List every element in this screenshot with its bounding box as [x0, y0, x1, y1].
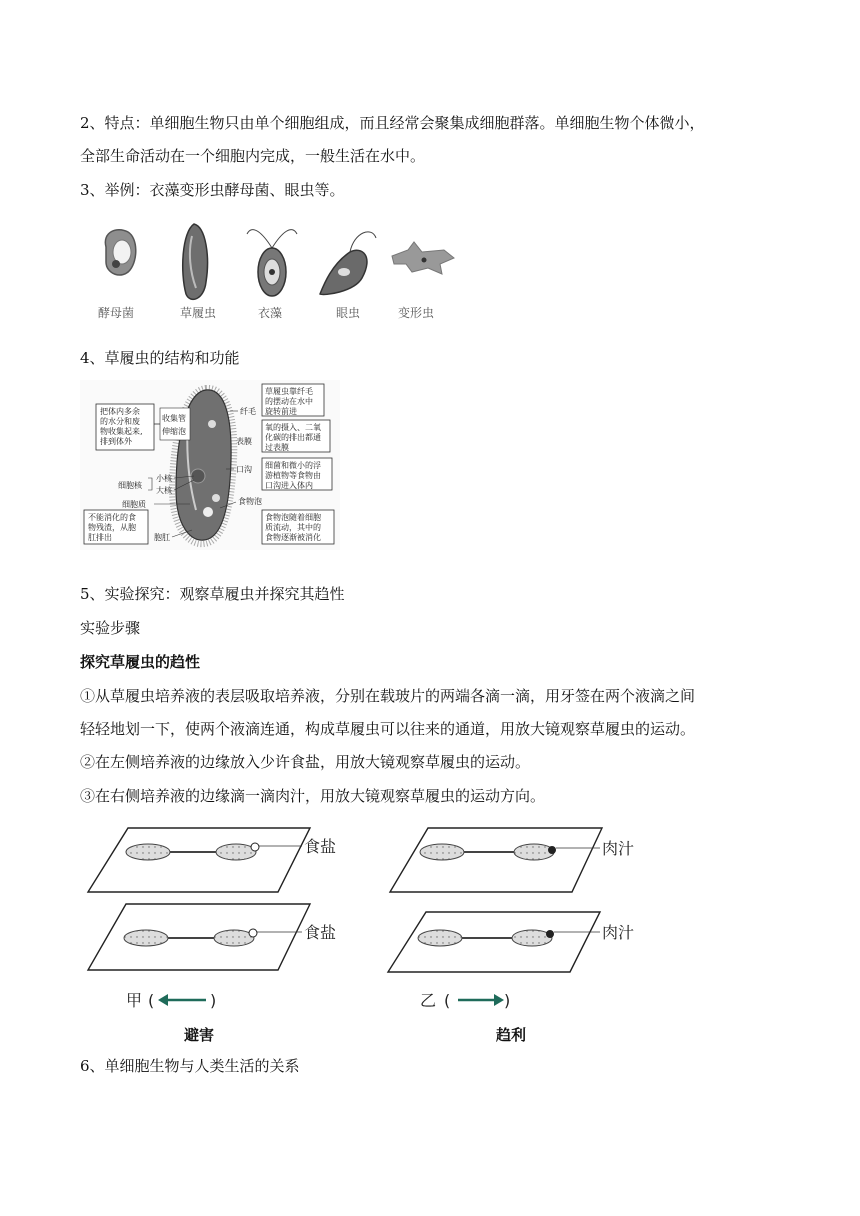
yeast-illustration	[105, 230, 135, 275]
step2: ②在左侧培养液的边缘放入少许食盐，用放大镜观察草履虫的运动。	[80, 753, 531, 771]
anal-pore-note-line1: 不能消化的食	[88, 513, 136, 522]
excretion-note-line2: 的水分和废	[100, 417, 140, 426]
contractile-vacuole-label: 伸缩泡	[162, 427, 186, 436]
seek-label: 趋利	[496, 1026, 527, 1044]
cilia-note-line1: 草履虫靠纤毛	[265, 387, 313, 396]
oral-groove-note-line3: 口沟进入体内	[265, 481, 313, 490]
oral-groove-label: 口沟	[236, 465, 252, 474]
food-vacuole-note-line3: 食物逐渐被消化	[265, 533, 321, 542]
paragraph-features-line2: 全部生命活动在一个细胞内完成，一般生活在水中。	[80, 147, 426, 165]
paragraph-structure: 4、草履虫的结构和功能	[80, 349, 240, 367]
collecting-tube-label: 收集管	[162, 414, 186, 423]
paragraph-examples: 3、举例：衣藻变形虫酵母菌、眼虫等。	[80, 181, 345, 199]
cilia-note-line2: 的摆动在水中	[265, 397, 313, 406]
slide-broth-top	[390, 828, 602, 892]
paragraph-experiment: 5、实验探究：观察草履虫并探究其趋性	[80, 585, 345, 603]
yi-label: 乙	[420, 991, 437, 1010]
jia-paren-close: )	[210, 991, 217, 1010]
paramecium-label: 草履虫	[180, 306, 217, 320]
chlamydomonas-label: 衣藻	[258, 306, 283, 320]
amoeba-label: 变形虫	[398, 306, 435, 320]
euglena-label: 眼虫	[336, 306, 361, 320]
excretion-note-line4: 排到体外	[100, 437, 132, 446]
salt-label-top: 食盐	[304, 837, 337, 856]
yi-paren-open: (	[444, 991, 451, 1010]
euglena-illustration	[320, 232, 376, 295]
food-vacuole-label: 食物泡	[238, 497, 262, 506]
pellicle-note-line1: 氧的摄入、二氧	[265, 423, 321, 432]
yi-paren-close: )	[504, 991, 511, 1010]
salt-label-bottom: 食盐	[304, 923, 337, 942]
paramecium-structure-diagram	[80, 380, 340, 550]
nucleus-label: 细胞核	[118, 481, 142, 490]
excretion-note-line3: 物收集起来,	[100, 427, 143, 436]
yeast-label: 酵母菌	[98, 306, 135, 320]
slide-salt-bottom	[88, 904, 310, 970]
experiment-figure	[80, 820, 660, 1050]
avoid-label: 避害	[184, 1026, 215, 1044]
jia-label: 甲	[126, 991, 143, 1010]
excretion-note-line1: 把体内多余	[100, 407, 140, 416]
pellicle-note-line2: 化碳的排出都通	[265, 433, 321, 442]
steps-label: 实验步骤	[80, 619, 141, 637]
section-title: 探究草履虫的趋性	[80, 653, 201, 671]
anal-pore-note-line2: 物残渣，从胞	[88, 523, 136, 532]
broth-label-top: 肉汁	[602, 839, 635, 858]
food-vacuole-note-line1: 食物泡随着细胞	[265, 513, 321, 522]
anal-pore-label: 胞肛	[154, 533, 170, 542]
right-arrow-icon	[458, 994, 504, 1006]
amoeba-illustration	[392, 242, 454, 274]
pellicle-label: 表膜	[236, 437, 252, 446]
left-arrow-icon	[158, 994, 206, 1006]
step1-line2: 轻轻地划一下，使两个液滴连通，构成草履虫可以往来的通道，用放大镜观察草履虫的运动。	[80, 720, 696, 738]
slide-salt-top	[88, 828, 310, 892]
paramecium-illustration	[183, 224, 208, 299]
cytoplasm-label: 细胞质	[122, 500, 146, 509]
micronucleus-label: 小核	[156, 474, 172, 483]
cilia-note-line3: 旋转前进	[265, 407, 297, 416]
jia-paren-open: (	[148, 991, 155, 1010]
oral-groove-note-line1: 细菌和微小的浮	[265, 461, 321, 470]
paragraph-relationship: 6、单细胞生物与人类生活的关系	[80, 1057, 300, 1075]
chlamydomonas-illustration	[247, 230, 297, 296]
broth-label-bottom: 肉汁	[602, 923, 635, 942]
macronucleus-label: 大核	[156, 486, 172, 495]
paragraph-features-line1: 2、特点：单细胞生物只由单个细胞组成，而且经常会聚集成细胞群落。单细胞生物个体微小，	[80, 114, 705, 132]
slide-broth-bottom	[388, 912, 600, 972]
step3: ③在右侧培养液的边缘滴一滴肉汁，用放大镜观察草履虫的运动方向。	[80, 787, 546, 805]
organisms-figure	[92, 212, 472, 327]
cilia-label: 纤毛	[240, 407, 256, 416]
pellicle-note-line3: 过表膜	[265, 443, 289, 452]
step1-line1: ①从草履虫培养液的表层吸取培养液，分别在载玻片的两端各滴一滴，用牙签在两个液滴之间	[80, 687, 696, 705]
food-vacuole-note-line2: 质流动，其中的	[265, 523, 321, 532]
oral-groove-note-line2: 游植物等食物由	[265, 471, 321, 480]
anal-pore-note-line3: 肛排出	[88, 533, 112, 542]
